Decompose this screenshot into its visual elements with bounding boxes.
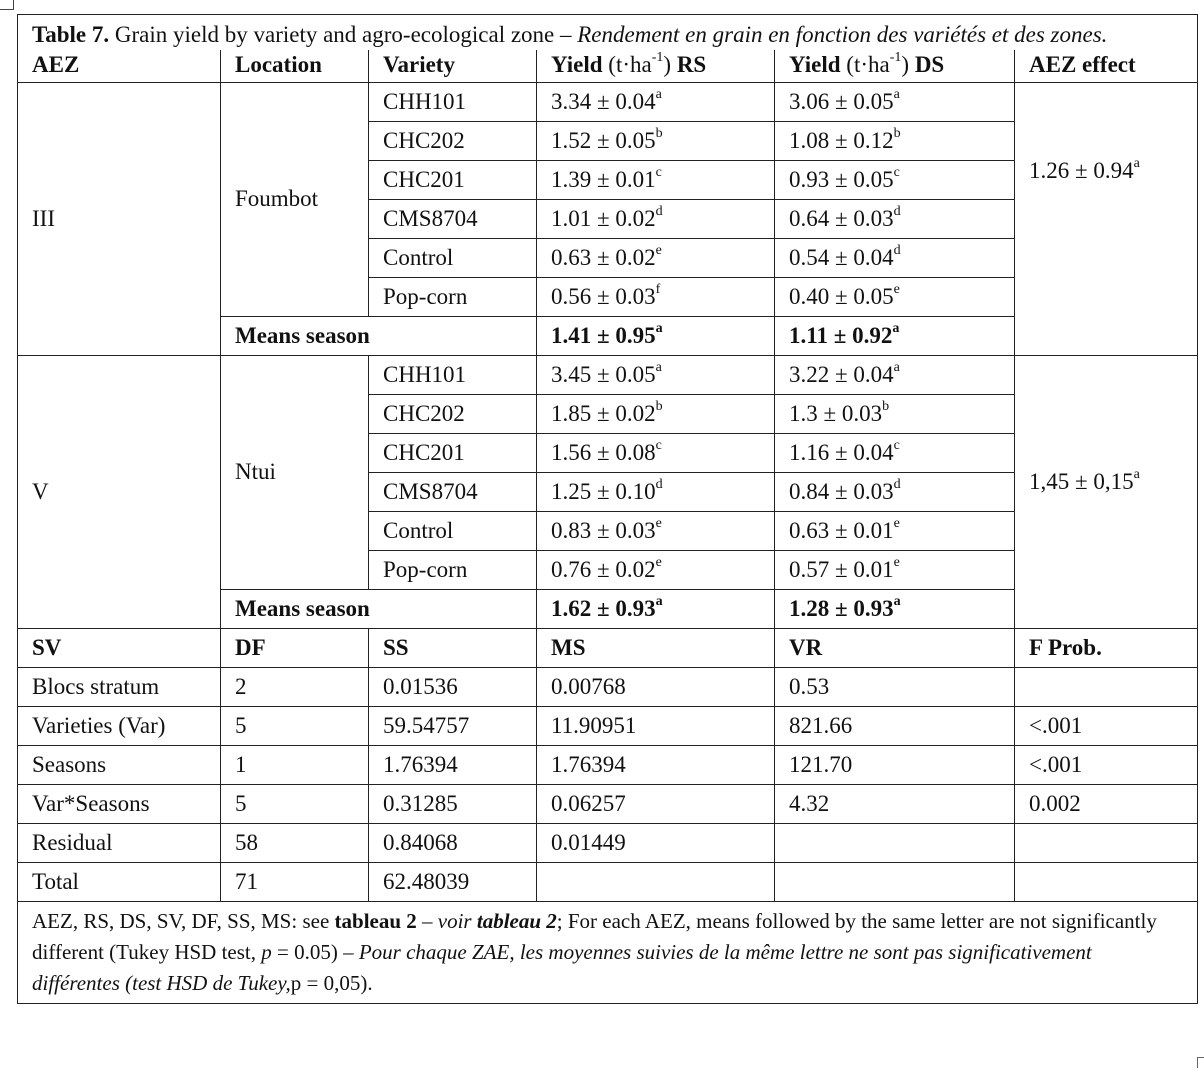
yield-rs-cell [537, 434, 775, 473]
variety-cell: CHC201 [369, 434, 537, 473]
anova-cell: Residual [18, 824, 221, 863]
anova-header-cell: SS [369, 629, 537, 668]
aez-cell: III [18, 83, 221, 356]
means-ds-cell-value: 1.11 ± 0.92 [789, 322, 893, 348]
anova-row [18, 863, 1198, 902]
means-ds-cell-letter: a [892, 320, 900, 336]
yield-ds-cell [775, 512, 1015, 551]
table-anchor-mark [0, 0, 14, 10]
yield-rs-cell [537, 356, 775, 395]
variety-cell: Control [369, 239, 537, 278]
anova-cell [1015, 863, 1198, 902]
anova-cell: 62.48039 [369, 863, 537, 902]
anova-cell: 0.00768 [537, 668, 775, 707]
variety-cell: Pop-corn [369, 551, 537, 590]
yield-rs-cell-letter: e [655, 515, 662, 531]
yield-rs-cell [537, 395, 775, 434]
yield-ds-cell-value: 1.08 ± 0.12 [789, 127, 894, 153]
yield-ds-cell [775, 200, 1015, 239]
header-yield-rs-close: ) [663, 52, 677, 77]
anova-row [18, 785, 1198, 824]
anova-header-cell: MS [537, 629, 775, 668]
footnote-dash: – [416, 909, 438, 933]
anova-cell: 0.31285 [369, 785, 537, 824]
yield-rs-cell-value: 1.01 ± 0.02 [551, 205, 656, 231]
yield-ds-cell-letter: c [893, 437, 900, 453]
variety-cell: Pop-corn [369, 278, 537, 317]
anova-cell: 121.70 [775, 746, 1015, 785]
header-yield-rs-tag: RS [676, 52, 707, 77]
anova-cell: 59.54757 [369, 707, 537, 746]
yield-rs-cell-value: 1.39 ± 0.01 [551, 166, 656, 192]
means-ds-cell-value: 1.28 ± 0.93 [789, 595, 894, 621]
yield-ds-cell [775, 239, 1015, 278]
location-cell: Ntui [221, 356, 369, 590]
anova-row [18, 668, 1198, 707]
table-footnote [18, 902, 1198, 1004]
yield-ds-cell-value: 0.40 ± 0.05 [789, 283, 894, 309]
footnote-part-10: p = 0,05). [290, 971, 373, 995]
yield-rs-cell-letter: e [655, 242, 662, 258]
anova-cell: 71 [221, 863, 369, 902]
variety-cell: CMS8704 [369, 200, 537, 239]
means-rs-cell-letter: a [655, 593, 663, 609]
variety-cell: CMS8704 [369, 473, 537, 512]
anova-header-cell: SV [18, 629, 221, 668]
yield-ds-cell [775, 473, 1015, 512]
means-rs-cell [537, 317, 775, 356]
yield-rs-cell-letter: b [655, 125, 663, 141]
yield-ds-cell [775, 356, 1015, 395]
yield-ds-cell-letter: a [893, 86, 900, 102]
header-variety: Variety [369, 50, 537, 83]
yield-ds-cell-letter: e [893, 281, 900, 297]
variety-cell: CHC202 [369, 122, 537, 161]
anova-cell [775, 824, 1015, 863]
yield-rs-cell-letter: d [655, 203, 663, 219]
yield-ds-cell-value: 0.93 ± 0.05 [789, 166, 894, 192]
yield-rs-cell-value: 3.45 ± 0.05 [551, 361, 656, 387]
yield-ds-cell-value: 0.84 ± 0.03 [789, 478, 894, 504]
anova-header-row [18, 629, 1198, 668]
variety-cell: CHH101 [369, 356, 537, 395]
yield-ds-cell-value: 3.06 ± 0.05 [789, 88, 894, 114]
anova-cell: Varieties (Var) [18, 707, 221, 746]
yield-ds-cell-letter: d [893, 203, 901, 219]
aez-cell: V [18, 356, 221, 629]
yield-ds-cell-letter: a [893, 359, 900, 375]
yield-ds-cell-value: 3.22 ± 0.04 [789, 361, 894, 387]
anova-cell: 2 [221, 668, 369, 707]
header-yield-ds-exp: -1 [889, 50, 902, 66]
anova-cell: 11.90951 [537, 707, 775, 746]
anova-cell: 5 [221, 707, 369, 746]
variety-cell: CHC201 [369, 161, 537, 200]
means-season-label: Means season [221, 590, 537, 629]
yield-ds-cell-letter: d [893, 476, 901, 492]
header-yield-ds-word: Yield [789, 52, 841, 77]
yield-rs-cell-value: 1.52 ± 0.05 [551, 127, 656, 153]
anova-cell: 0.84068 [369, 824, 537, 863]
anova-cell: Blocs stratum [18, 668, 221, 707]
anova-cell [1015, 824, 1198, 863]
yield-ds-cell-value: 0.64 ± 0.03 [789, 205, 894, 231]
table-container [17, 14, 1196, 1004]
means-ds-cell-letter: a [893, 593, 901, 609]
anova-cell: 821.66 [775, 707, 1015, 746]
anova-cell [1015, 668, 1198, 707]
yield-rs-cell [537, 512, 775, 551]
anova-cell: 0.53 [775, 668, 1015, 707]
yield-ds-cell [775, 395, 1015, 434]
anova-cell: <.001 [1015, 707, 1198, 746]
variety-cell: CHH101 [369, 83, 537, 122]
yield-rs-cell [537, 473, 775, 512]
yield-ds-cell-letter: c [893, 164, 900, 180]
yield-ds-cell [775, 161, 1015, 200]
aez-effect-cell-letter: a [1133, 467, 1140, 483]
yield-ds-cell [775, 551, 1015, 590]
yield-ds-cell-letter: b [893, 125, 901, 141]
anova-cell: Var*Seasons [18, 785, 221, 824]
anova-cell: 1.76394 [369, 746, 537, 785]
yield-rs-cell [537, 239, 775, 278]
aez-effect-cell [1015, 356, 1198, 629]
footnote-ref-en: tableau 2 [334, 909, 417, 933]
header-yield-rs-word: Yield [551, 52, 603, 77]
yield-rs-cell [537, 161, 775, 200]
yield-rs-cell-letter: c [655, 437, 662, 453]
header-yield-rs-exp: -1 [651, 50, 664, 66]
header-yield-ds [775, 50, 1015, 83]
anova-cell: <.001 [1015, 746, 1198, 785]
grain-yield-table [17, 14, 1198, 1004]
footnote-part-6: ; For each AEZ, means followed by the same letter are not significantly different (Tukey HSD test, [32, 909, 1157, 964]
anova-cell: 0.002 [1015, 785, 1198, 824]
yield-rs-cell-letter: a [655, 86, 662, 102]
yield-rs-cell-letter: c [655, 164, 662, 180]
anova-header-cell: VR [775, 629, 1015, 668]
location-cell: Foumbot [221, 83, 369, 317]
yield-rs-cell-value: 1.56 ± 0.08 [551, 439, 656, 465]
anova-cell: 58 [221, 824, 369, 863]
anova-header-cell: F Prob. [1015, 629, 1198, 668]
means-rs-cell-value: 1.41 ± 0.95 [551, 322, 656, 348]
yield-rs-cell-letter: f [655, 281, 661, 297]
yield-rs-cell-letter: e [655, 554, 662, 570]
anova-cell: 0.01536 [369, 668, 537, 707]
yield-rs-cell-value: 1.85 ± 0.02 [551, 400, 656, 426]
aez-effect-cell [1015, 83, 1198, 356]
caption-text-fr: Rendement en grain en fonction des variétés et des zones. [577, 22, 1108, 47]
yield-rs-cell-value: 0.63 ± 0.02 [551, 244, 656, 270]
variety-cell: Control [369, 512, 537, 551]
anova-cell [537, 863, 775, 902]
anova-cell: 1.76394 [537, 746, 775, 785]
yield-rs-cell [537, 200, 775, 239]
means-rs-cell-letter: a [655, 320, 663, 336]
anova-cell: Seasons [18, 746, 221, 785]
table-row [18, 356, 1198, 395]
footnote-ref-fr: tableau 2 [476, 909, 557, 933]
header-aez: AEZ [18, 50, 221, 83]
means-ds-cell [775, 317, 1015, 356]
anova-cell [775, 863, 1015, 902]
yield-rs-cell-value: 0.56 ± 0.03 [551, 283, 656, 309]
yield-rs-cell [537, 278, 775, 317]
yield-rs-cell [537, 122, 775, 161]
anova-cell: 1 [221, 746, 369, 785]
means-ds-cell [775, 590, 1015, 629]
header-aez-effect: AEZ effect [1015, 50, 1198, 83]
footnote-p: p [261, 940, 272, 964]
yield-ds-cell-value: 0.54 ± 0.04 [789, 244, 894, 270]
means-rs-cell-value: 1.62 ± 0.93 [551, 595, 656, 621]
anova-header-cell: DF [221, 629, 369, 668]
anova-cell: 0.06257 [537, 785, 775, 824]
header-yield-ds-unit: (t·ha [840, 52, 890, 77]
yield-rs-cell-value: 0.83 ± 0.03 [551, 517, 656, 543]
caption-label: Table 7. [32, 22, 110, 47]
anova-cell: 5 [221, 785, 369, 824]
header-row [18, 50, 1198, 83]
footnote-part-8: = 0.05) – [271, 940, 359, 964]
yield-ds-cell [775, 122, 1015, 161]
yield-rs-cell-letter: b [655, 398, 663, 414]
aez-effect-cell-value: 1,45 ± 0,15 [1029, 469, 1134, 494]
footnote-fr-text: Pour chaque ZAE, les moyennes suivies de la même lettre ne sont pas significativement différentes (test HSD de Tukey, [32, 940, 1092, 995]
means-rs-cell [537, 590, 775, 629]
footnote-voir: voir [437, 909, 477, 933]
yield-rs-cell-value: 0.76 ± 0.02 [551, 556, 656, 582]
yield-ds-cell-letter: b [882, 398, 890, 414]
yield-ds-cell-letter: e [893, 515, 900, 531]
yield-ds-cell-value: 1.16 ± 0.04 [789, 439, 894, 465]
yield-ds-cell-value: 1.3 ± 0.03 [789, 400, 883, 426]
yield-ds-cell-letter: e [893, 554, 900, 570]
anova-row [18, 707, 1198, 746]
yield-rs-cell-letter: a [655, 359, 662, 375]
yield-rs-cell [537, 83, 775, 122]
yield-ds-cell [775, 83, 1015, 122]
yield-rs-cell [537, 551, 775, 590]
header-yield-ds-tag: DS [914, 52, 945, 77]
yield-rs-cell-value: 3.34 ± 0.04 [551, 88, 656, 114]
yield-ds-cell-value: 0.63 ± 0.01 [789, 517, 894, 543]
header-yield-rs-unit: (t·ha [602, 52, 652, 77]
yield-rs-cell-value: 1.25 ± 0.10 [551, 478, 656, 504]
header-yield-rs [537, 50, 775, 83]
footnote-part-1: AEZ, RS, DS, SV, DF, SS, MS: see [32, 909, 335, 933]
yield-ds-cell [775, 434, 1015, 473]
means-season-label: Means season [221, 317, 537, 356]
yield-rs-cell-letter: d [655, 476, 663, 492]
anova-row [18, 824, 1198, 863]
header-yield-ds-close: ) [901, 52, 915, 77]
anova-cell: Total [18, 863, 221, 902]
anova-cell: 0.01449 [537, 824, 775, 863]
anova-row [18, 746, 1198, 785]
variety-cell: CHC202 [369, 395, 537, 434]
aez-effect-cell-letter: a [1133, 156, 1140, 172]
table-caption [18, 15, 1198, 51]
table-resize-mark [1197, 1057, 1204, 1068]
caption-text-en: Grain yield by variety and agro-ecological zone – [109, 22, 578, 47]
table-row [18, 83, 1198, 122]
yield-ds-cell-letter: d [893, 242, 901, 258]
yield-ds-cell [775, 278, 1015, 317]
header-location: Location [221, 50, 369, 83]
anova-cell: 4.32 [775, 785, 1015, 824]
aez-effect-cell-value: 1.26 ± 0.94 [1029, 158, 1134, 183]
yield-ds-cell-value: 0.57 ± 0.01 [789, 556, 894, 582]
